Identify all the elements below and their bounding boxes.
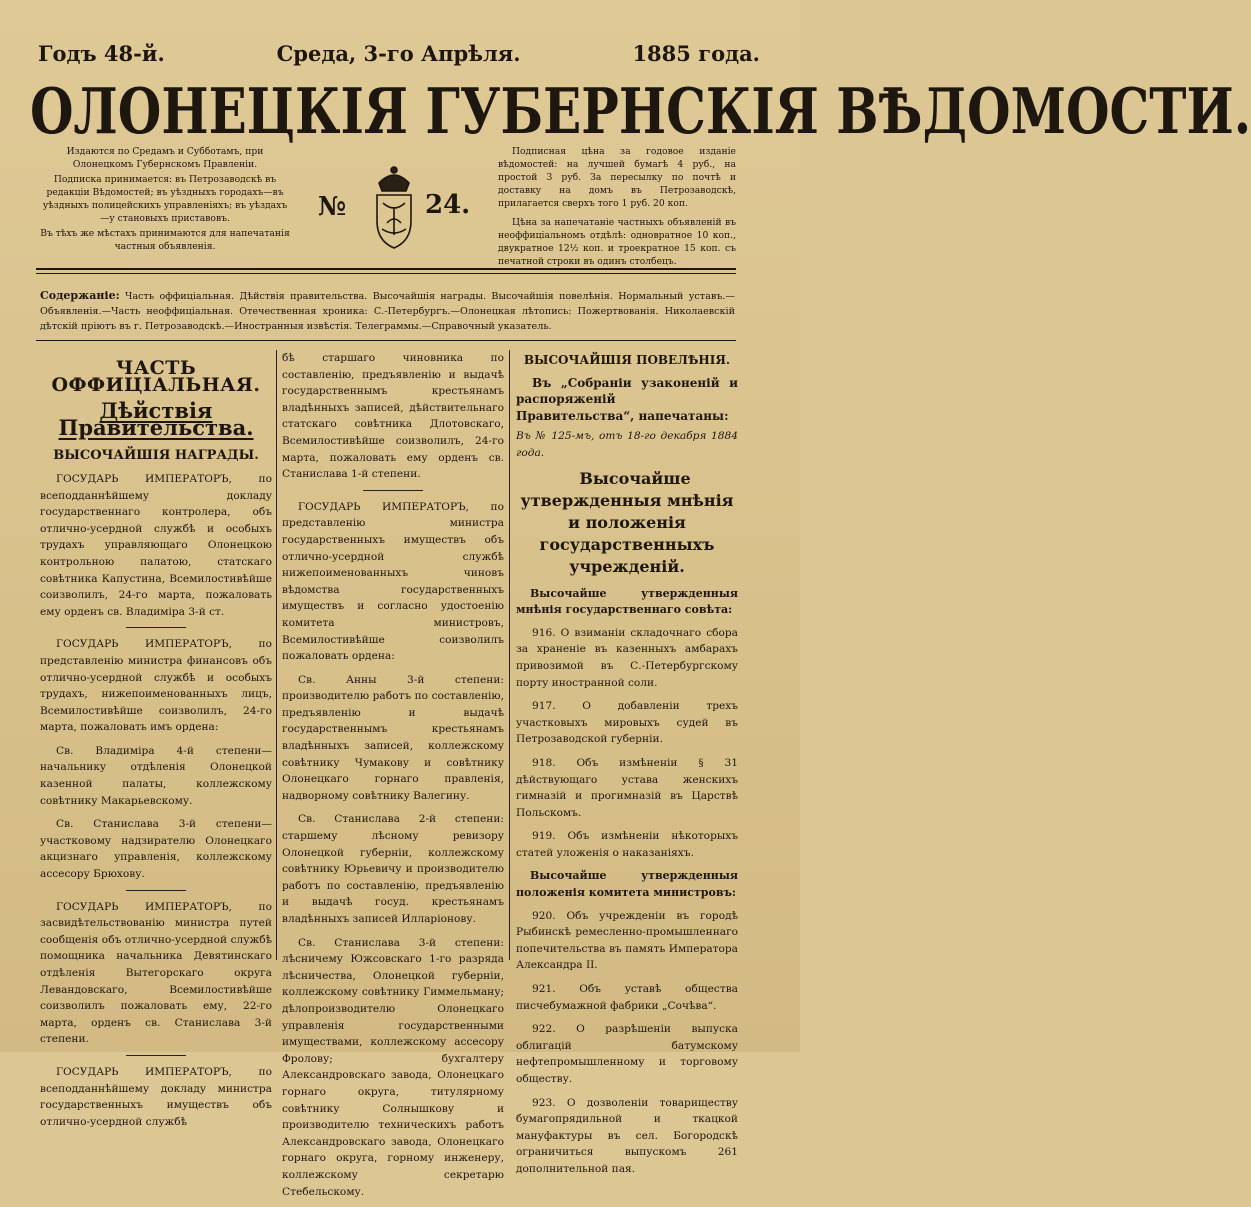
issue-date: Среда, 3-го Апрѣля. (276, 40, 521, 66)
publication-info (40, 145, 290, 255)
separator (126, 627, 186, 628)
column-3 (516, 350, 738, 1185)
part-title: ЧАСТЬ ОФФИЦІАЛЬНАЯ. (51, 357, 261, 396)
decrees-reference: Въ № 125-мъ, отъ 18-го декабря 1884 года. (516, 430, 738, 459)
ad-price: Цѣна за напечатаніе частныхъ объявленій въ неоффиціальномъ отдѣлѣ: одновратное 10 коп., двукратное 12½ коп. и троекратное 15 коп. съ печатной строки въ одинъ столбецъ. (498, 217, 736, 267)
ads-places: Въ тѣхъ же мѣстахъ принимаются для напечатанія частныя объявленія. (40, 228, 290, 252)
header-rule (36, 268, 736, 270)
header-rule-thin (36, 273, 736, 274)
publication-schedule: Издаются по Средамъ и Субботамъ, при Олонецкомъ Губернскомъ Правленіи. (66, 146, 264, 170)
column-1 (40, 350, 272, 1137)
decree-item: 921. Объ уставѣ общества писчебумажной фабрики „Сочѣва“. (516, 983, 738, 1012)
decrees-big-title: Высочайше утвержденныя мнѣнія и положенія государственныхъ учрежденій. (520, 468, 734, 576)
dateline (38, 38, 760, 68)
paragraph: Св. Станислава 2-й степени: старшему лѣсному ревизору Олонецкой губерніи, коллежскому совѣтнику Юрьевичу и производителю работъ по составленію, предъявленію и выдачѣ госуд. крестьянамъ владѣнныхъ записей Илларіонову. (282, 813, 504, 925)
paragraph: ГОСУДАРЬ ИМПЕРАТОРЪ, по всеподданнѣйшему докладу министра государственныхъ имуществъ объ отлично-усердной службѣ (40, 1065, 272, 1128)
decree-item: 917. О добавленіи трехъ участковыхъ мировыхъ судей въ Петрозаводской губерніи. (516, 700, 738, 746)
column-divider-1 (276, 350, 277, 960)
number-sign: № (318, 192, 347, 222)
column-divider-2 (509, 350, 510, 960)
decree-item: 922. О разрѣшеніи выпуска облигацій батумскому нефтепромышленному и торговому обществу. (516, 1023, 738, 1085)
issue-number: 24. (425, 190, 471, 220)
paragraph: ГОСУДАРЬ ИМПЕРАТОРЪ, по представленію министра государственныхъ имуществъ объ отлично-усердной службѣ нижепоименованныхъ чиновъ вѣдомства государственныхъ имуществъ и согласно удостоенію комитета министровъ, Всемилостивѣйше соизволилъ пожаловать ордена: (282, 500, 504, 663)
separator (126, 890, 186, 891)
paragraph: ГОСУДАРЬ ИМПЕРАТОРЪ, по всеподданнѣйшему докладу государственнаго контролера, объ отлично-усердной службѣ и особыхъ трудахъ управляющаго Олонецкою контрольною палатою, статскаго совѣтника Капустина, Всемилостивѣйше соизволилъ, 24-го марта, пожаловать ему орденъ св. Владиміра 3-й ст. (40, 472, 272, 618)
subscription-places: Подписка принимается: въ Петрозаводскѣ въ редакціи Вѣдомостей; въ уѣздныхъ городахъ—въ уѣздныхъ полицейскихъ управленіяхъ; въ уѣздахъ—у становыхъ приставовъ. (42, 174, 288, 224)
paragraph: ГОСУДАРЬ ИМПЕРАТОРЪ, по засвидѣтельствованію министра путей сообщенія объ отлично-усердной службѣ помощника начальника Девятинскаго отдѣленія Вытегорскаго округа Левандовскаго, Всемилостивѣйше соизволилъ пожаловать ему, 22-го марта, орденъ св. Станислава 3-й степени. (40, 900, 272, 1046)
paragraph: Св. Станислава 3-й степени—участковому надзирателю Олонецкаго акцизнаго управленія, коллежскому ассесору Брюхову. (40, 818, 272, 881)
decree-item: 923. О дозволеніи товариществу бумагопрядильной и ткацкой мануфактуры въ сел. Богородскѣ ограничиться выпускомъ 261 дополнительной пая. (516, 1096, 738, 1175)
paragraph: Св. Анны 3-й степени: производителю работъ по составленію, предъявленію и выдачѣ государственнымъ крестьянамъ владѣнныхъ записей, коллежскому совѣтнику Чумакову и совѣтнику Олонецкаго горнаго правленія, надворному совѣтнику Валегину. (282, 673, 504, 802)
separator (363, 490, 423, 491)
issue-year: 1885 года. (632, 40, 760, 66)
contents-rule (36, 340, 736, 341)
paragraph: ГОСУДАРЬ ИМПЕРАТОРЪ, по представленію министра финансовъ объ отлично-усердной службѣ и особыхъ трудахъ, нижепоименованныхъ лицъ, Всемилостивѣйше соизволилъ, 24-го марта, пожаловать имъ ордена: (40, 638, 272, 734)
year-of-publication: Годъ 48-й. (38, 40, 165, 66)
awards-heading: ВЫСОЧАЙШІЯ НАГРАДЫ. (53, 448, 259, 464)
decree-item: 919. Объ измѣненіи нѣкоторыхъ статей уложенія о наказаніяхъ. (516, 830, 738, 859)
decree-item: 918. Объ измѣненіи § 31 дѣйствующаго устава женскихъ гимназій и прогимназій въ Царствѣ Польскомъ. (516, 756, 738, 819)
pricing-info (498, 145, 736, 274)
paragraph: Св. Владиміра 4-й степени—начальнику отдѣленія Олонецкой казенной палаты, коллежскому совѣтнику Макарьевскому. (40, 744, 272, 807)
table-of-contents (40, 288, 735, 334)
contents-text: Часть оффиціальная. Дѣйствія правительства. Высочайшія награды. Высочайшія повелѣнія. Нормальный уставъ.—Объявленія.—Часть неоффиціальная. Отечественная хроника: С.-Петербургъ.—Олонецкая лѣтопись: Пожертвованія. Николаевскій дѣтскій пріютъ въ г. Петрозаводскѣ.—Иностранныя извѣстія. Телеграммы.—Справочный указатель. (40, 291, 735, 332)
masthead-title: ОЛОНЕЦКІЯ ГУБЕРНСКІЯ ВѢДОМОСТИ. (30, 74, 1251, 148)
separator (126, 1055, 186, 1056)
paragraph: бѣ старшаго чиновника по составленію, предъявленію и выдачѣ государственнымъ крестьянамъ владѣнныхъ записей, дѣйствительнаго статскаго совѣтника Длотовскаго, Всемилостивѣйше соизволилъ, 24-го марта, пожаловать ему орденъ св. Станислава 1-й степени. (282, 352, 504, 481)
decrees-heading: ВЫСОЧАЙШІЯ ПОВЕЛѢНІЯ. (523, 353, 731, 367)
decrees-lead: Въ „Собраніи узаконеній и распоряженій Правительства“, напечатаны: (516, 375, 738, 423)
subscription-price: Подписная цѣна за годовое изданіе вѣдомостей: на лучшей бумагѣ 4 руб., на простой 3 руб. За пересылку по почтѣ и доставку на домъ въ Петрозаводскѣ, прилагается сверхъ того 1 руб. 20 коп. (498, 146, 736, 209)
paragraph: Св. Станислава 3-й степени: лѣсничему Южсовскаго 1-го разряда лѣсничества, Олонецкой губерніи, коллежскому совѣтнику Гиммельману; дѣлопроизводителю Олонецкаго управленія государственными имуществами, коллежскому ассесору Фролову; бухгалтеру Александровскаго завода, Олонецкаго горнаго округа, титулярному совѣтнику Солнышкову и производителю техническихъ работъ Александровскаго завода, Олонецкаго горнаго округа, горному инженеру, коллежскому секретарю Стебельскому. (282, 936, 504, 1198)
column-2 (282, 350, 504, 1207)
committee-heading: Высочайше утвержденныя положенія комитета министровъ: (516, 869, 738, 900)
decree-item: 916. О взиманіи складочнаго сбора за храненіе въ казенныхъ амбарахъ привозимой въ С.-Петербургскому порту иностранной соли. (516, 626, 738, 689)
council-opinions-heading: Высочайше утвержденныя мнѣнія государственнаго совѣта: (516, 586, 738, 617)
coat-of-arms-icon (365, 163, 423, 251)
contents-label: Содержаніе: (40, 289, 120, 302)
section-title: Дѣйствія Правительства. (58, 398, 254, 440)
decree-item: 920. Объ учрежденіи въ городѣ Рыбинскѣ ремесленно-промышленнаго попечительства въ память Императора Александра II. (516, 909, 738, 972)
